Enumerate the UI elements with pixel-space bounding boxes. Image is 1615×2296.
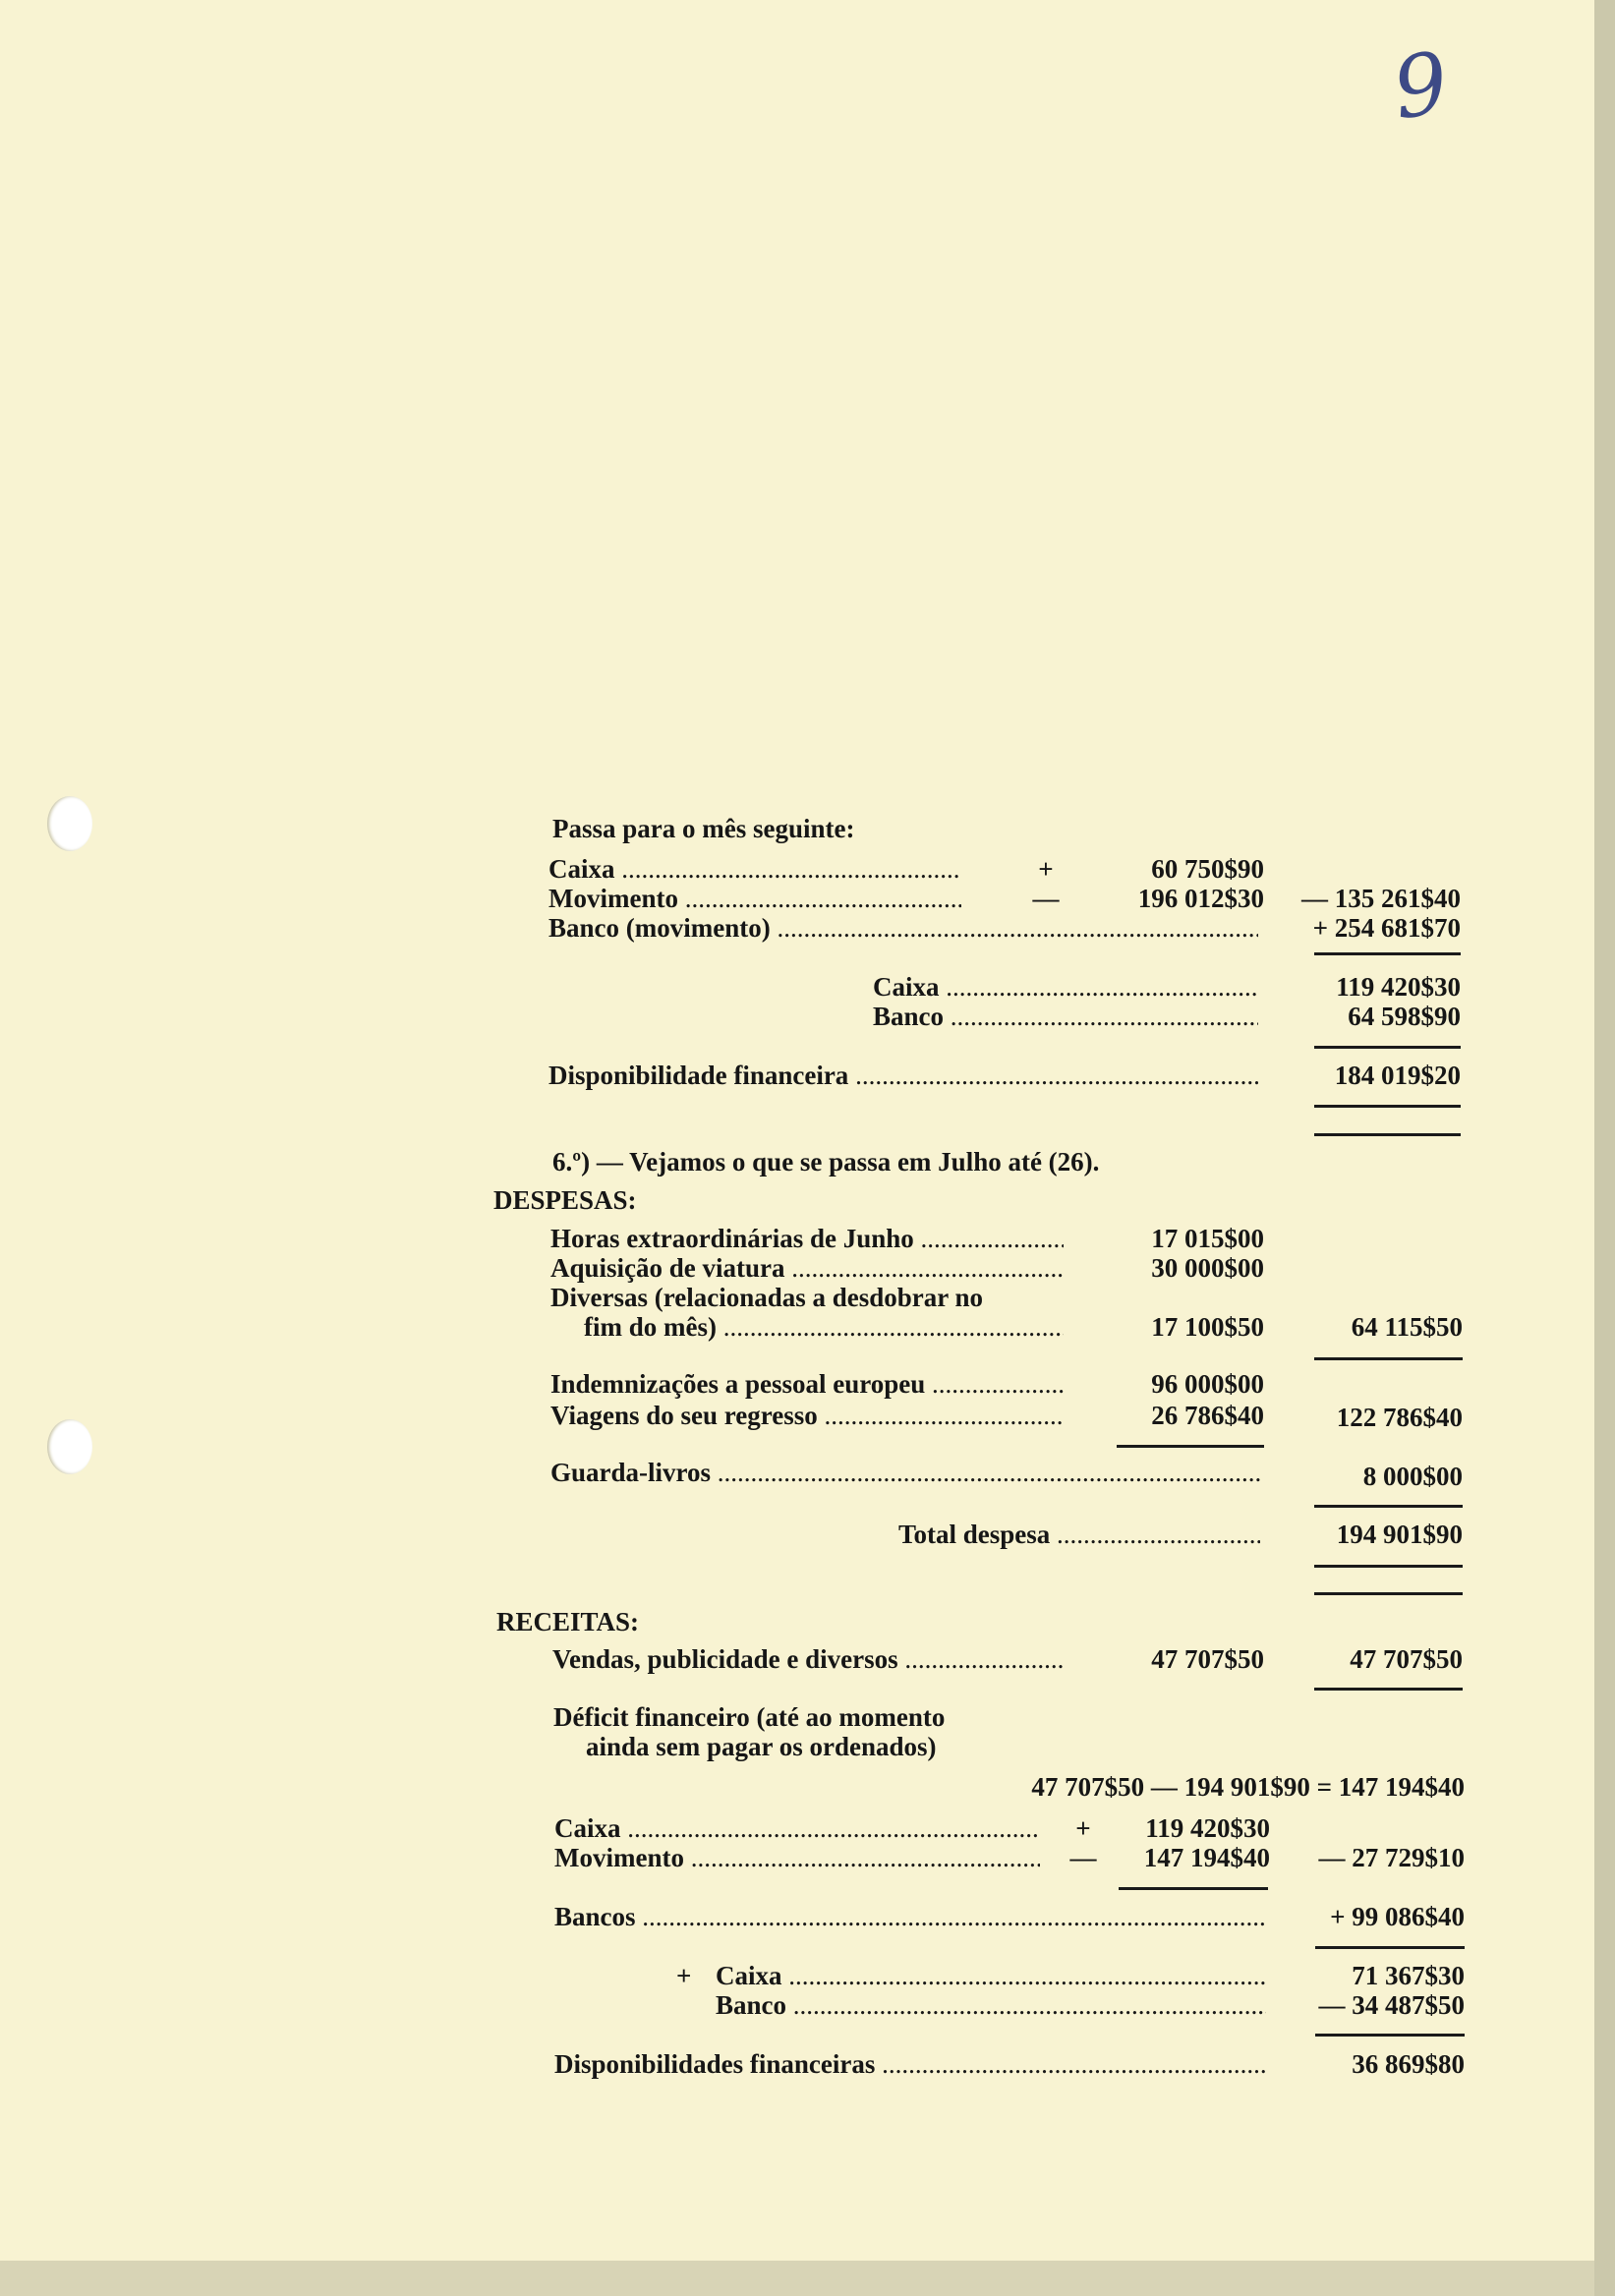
double-underline <box>1314 1565 1463 1568</box>
double-underline <box>1314 1592 1463 1595</box>
caixa-sign: + <box>1038 854 1054 884</box>
group1-total: 64 115$50 <box>1351 1312 1463 1342</box>
vendas-value: 47 707$50 <box>1151 1644 1264 1674</box>
divider <box>1314 952 1461 955</box>
total-despesa-label: Total despesa ..... <box>898 1519 1260 1550</box>
diversas-value: 17 100$50 <box>1151 1312 1264 1342</box>
banco-value: 64 598$90 <box>1348 1002 1461 1031</box>
double-underline <box>1314 1105 1461 1108</box>
page-number: 9 <box>1387 33 1455 140</box>
vendas-label: Vendas, publicidade e diversos ..... <box>552 1643 1064 1675</box>
caixa-value: 71 367$30 <box>1352 1961 1465 1990</box>
guarda-livros-value: 8 000$00 <box>1362 1462 1463 1491</box>
viagens-label: Viagens do seu regresso ..... <box>550 1400 1064 1431</box>
divider <box>1315 2034 1465 2037</box>
caixa-value: 119 420$30 <box>1336 972 1461 1002</box>
movimento-sign: — <box>1032 884 1060 913</box>
banco-value: — 34 487$50 <box>1318 1990 1465 2020</box>
caixa-label: Caixa ..... <box>716 1960 1266 1991</box>
divider <box>1314 1688 1463 1691</box>
banco-label: Banco ..... <box>716 1989 1266 2021</box>
caixa-prefix: + <box>676 1961 692 1990</box>
bancos-label: Bancos ..... <box>554 1901 1266 1932</box>
divider <box>1119 1887 1268 1890</box>
caixa-sign: + <box>1075 1813 1091 1843</box>
banco-label: Banco ..... <box>873 1001 1258 1032</box>
indemnizacoes-label: Indemnizações a pessoal europeu ..... <box>550 1368 1064 1400</box>
viatura-value: 30 000$00 <box>1151 1253 1264 1283</box>
caixa-label: Caixa ..... <box>873 971 1258 1003</box>
divider <box>1117 1445 1264 1448</box>
page-edge <box>1594 0 1615 2296</box>
total-despesa-value: 194 901$90 <box>1336 1520 1463 1549</box>
indemnizacoes-value: 96 000$00 <box>1151 1369 1264 1399</box>
guarda-livros-label: Guarda-livros ..... <box>550 1457 1260 1488</box>
caixa-label: Caixa ..... <box>554 1812 1040 1844</box>
movimento-label: Movimento ..... <box>554 1842 1040 1873</box>
deficit-label-cont: ainda sem pagar os ordenados) <box>586 1732 937 1761</box>
double-underline <box>1314 1133 1461 1136</box>
despesas-heading: DESPESAS: <box>493 1185 637 1215</box>
movimento-sign: — <box>1069 1843 1097 1872</box>
horas-value: 17 015$00 <box>1151 1224 1264 1253</box>
banco-movimento-value: + 254 681$70 <box>1312 913 1461 943</box>
divider <box>1314 1505 1463 1508</box>
disponibilidade-label: Disponibilidade financeira ..... <box>548 1060 1258 1091</box>
receitas-heading: RECEITAS: <box>496 1607 640 1636</box>
disponibilidades-label: Disponibilidades financeiras ..... <box>554 2048 1266 2080</box>
punch-hole <box>47 796 92 851</box>
page-bottom-edge <box>0 2261 1594 2296</box>
caixa-label: Caixa ..... <box>548 853 961 885</box>
divider <box>1315 1946 1465 1949</box>
disponibilidade-value: 184 019$20 <box>1334 1061 1461 1090</box>
group2-total: 122 786$40 <box>1336 1403 1463 1432</box>
viagens-value: 26 786$40 <box>1151 1401 1264 1430</box>
caixa-value: 60 750$90 <box>1151 854 1264 884</box>
movimento-value: 147 194$40 <box>1143 1843 1270 1872</box>
horas-label: Horas extraordinárias de Junho ..... <box>550 1223 1064 1254</box>
bancos-value: + 99 086$40 <box>1330 1902 1465 1931</box>
diversas-label-cont: fim do mês) ..... <box>584 1311 1064 1343</box>
movimento-result: — 135 261$40 <box>1301 884 1461 913</box>
movimento-label: Movimento ..... <box>548 883 961 914</box>
diversas-label: Diversas (relacionadas a desdobrar no <box>550 1283 984 1312</box>
vendas-total: 47 707$50 <box>1350 1644 1463 1674</box>
caixa-value: 119 420$30 <box>1145 1813 1270 1843</box>
banco-movimento-label: Banco (movimento) ..... <box>548 912 1258 944</box>
viatura-label: Aquisição de viatura ..... <box>550 1252 1064 1284</box>
movimento-value: 196 012$30 <box>1137 884 1264 913</box>
deficit-label: Déficit financeiro (até ao momento <box>553 1702 946 1732</box>
movimento-result: — 27 729$10 <box>1318 1843 1465 1872</box>
disponibilidades-value: 36 869$80 <box>1352 2049 1465 2079</box>
deficit-calculation: 47 707$50 — 194 901$90 = 147 194$40 <box>1031 1772 1465 1802</box>
divider <box>1314 1357 1463 1360</box>
julho-intro: 6.º) — Vejamos o que se passa em Julho até (26). <box>552 1147 1100 1177</box>
passa-heading: Passa para o mês seguinte: <box>552 814 855 843</box>
divider <box>1314 1046 1461 1049</box>
punch-hole <box>47 1419 92 1474</box>
